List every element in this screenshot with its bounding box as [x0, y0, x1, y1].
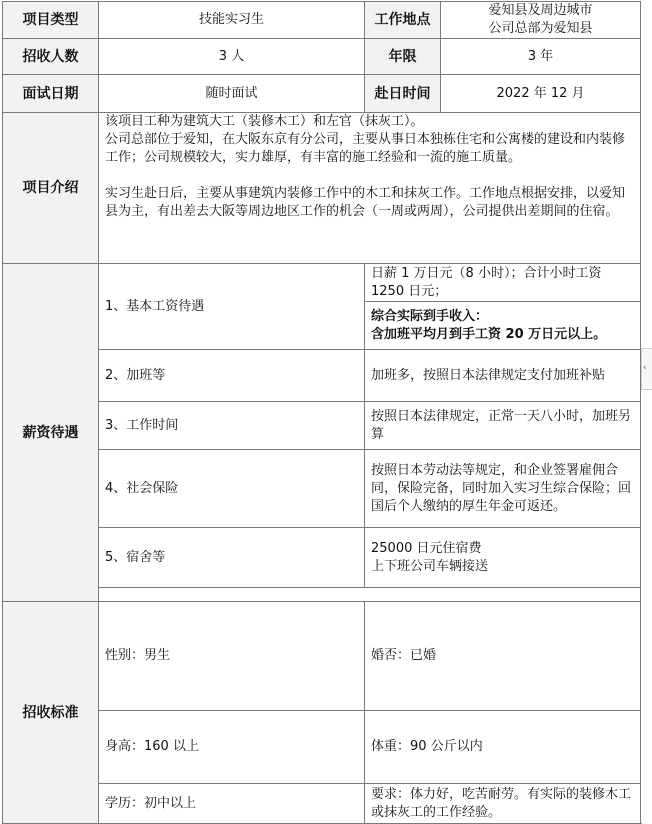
salary-item-name-2: 2、加班等	[99, 350, 365, 402]
recruit-education: 学历：初中以上	[99, 784, 365, 824]
salary-label: 薪资待遇	[3, 264, 99, 602]
salary-summary-line1: 综合实际到手收入：	[371, 308, 489, 324]
salary-spacer-cell	[99, 588, 641, 602]
recruitment-info-table	[2, 1, 641, 824]
work-location-line1: 爱知县及周边城市	[488, 3, 593, 18]
recruit-requirement: 要求：体力好，吃苦耐劳。有实际的装修木工或抹灰工的工作经验。	[365, 784, 641, 824]
intro-row	[3, 113, 641, 264]
salary-item-detail-3: 按照日本法律规定，正常一天八小时，加班另算	[365, 402, 641, 450]
departure-time-value: 2022 年 12 月	[441, 75, 641, 113]
salary-item-detail-1-summary	[365, 302, 641, 350]
work-location-value	[441, 2, 641, 39]
salary-item-detail-2: 加班多，按照日本法律规定支付加班补贴	[365, 350, 641, 402]
salary-row-basic-top	[3, 264, 641, 302]
salary-summary-line2: 含加班平均月到手工资 20 万日元以上。	[371, 326, 607, 342]
project-type-row	[3, 2, 641, 39]
intro-spacer	[105, 167, 634, 185]
salary-item-detail-5	[365, 528, 641, 588]
intro-paragraph-1: 公司总部位于爱知，在大阪东京有分公司，主要从事日本独栋住宅和公寓楼的建设和内装修工作；公司规模较大，实力雄厚，有丰富的施工经验和一流的施工质量。	[105, 132, 626, 165]
intro-content	[99, 113, 641, 264]
recruit-label: 招收标准	[3, 602, 99, 824]
project-type-label: 项目类型	[3, 2, 99, 39]
work-location-line2: 公司总部为爱知县	[488, 21, 593, 36]
salary-row-overtime	[3, 350, 641, 402]
intro-line-1: 该项目工种为建筑大工（装修木工）和左官（抹灰工）。	[105, 114, 424, 129]
intro-label: 项目介绍	[3, 113, 99, 264]
work-location-label: 工作地点	[365, 2, 441, 39]
headcount-label: 招收人数	[3, 39, 99, 75]
interview-date-value: 随时面试	[99, 75, 365, 113]
salary-item-name-3: 3、工作时间	[99, 402, 365, 450]
salary-row-hours	[3, 402, 641, 450]
salary-row-spacer	[3, 588, 641, 602]
salary-item-name-5: 5、宿舍等	[99, 528, 365, 588]
recruit-marriage: 婚否：已婚	[365, 602, 641, 711]
salary-item-detail-1: 日薪 1 万日元（8 小时）；合计小时工资 1250 日元；	[365, 264, 641, 302]
salary-item-name-4: 4、社会保险	[99, 450, 365, 528]
interview-row	[3, 75, 641, 113]
term-value: 3 年	[441, 39, 641, 75]
departure-time-label: 赴日时间	[365, 75, 441, 113]
headcount-value: 3 人	[99, 39, 365, 75]
headcount-row	[3, 39, 641, 75]
salary-row-dormitory	[3, 528, 641, 588]
term-label: 年限	[365, 39, 441, 75]
recruit-row-1	[3, 602, 641, 711]
recruit-weight: 体重：90 公斤以内	[365, 711, 641, 784]
recruit-height: 身高：160 以上	[99, 711, 365, 784]
recruit-row-3	[3, 784, 641, 824]
recruit-row-2	[3, 711, 641, 784]
salary-item-detail-4: 按照日本劳动法等规定，和企业签署雇佣合同，保险完备，同时加入实习生综合保险；回国后个人缴纳的厚生年金可返还。	[365, 450, 641, 528]
interview-date-label: 面试日期	[3, 75, 99, 113]
dormitory-line1: 25000 日元住宿费	[371, 540, 482, 556]
project-type-value: 技能实习生	[99, 2, 365, 39]
intro-paragraph-2: 实习生赴日后，主要从事建筑内装修工作中的木工和抹灰工作。工作地点根据安排，以爱知县为主，有出差去大阪等周边地区工作的机会（一周或两周），公司提供出差期间的住宿。	[105, 186, 626, 219]
chevron-left-icon: ‹	[643, 363, 647, 373]
salary-item-name-1: 1、基本工资待遇	[99, 264, 365, 350]
salary-row-insurance	[3, 450, 641, 528]
recruit-gender: 性别：男生	[99, 602, 365, 711]
side-scroll-handle[interactable]	[641, 348, 652, 390]
dormitory-line2: 上下班公司车辆接送	[371, 558, 489, 574]
